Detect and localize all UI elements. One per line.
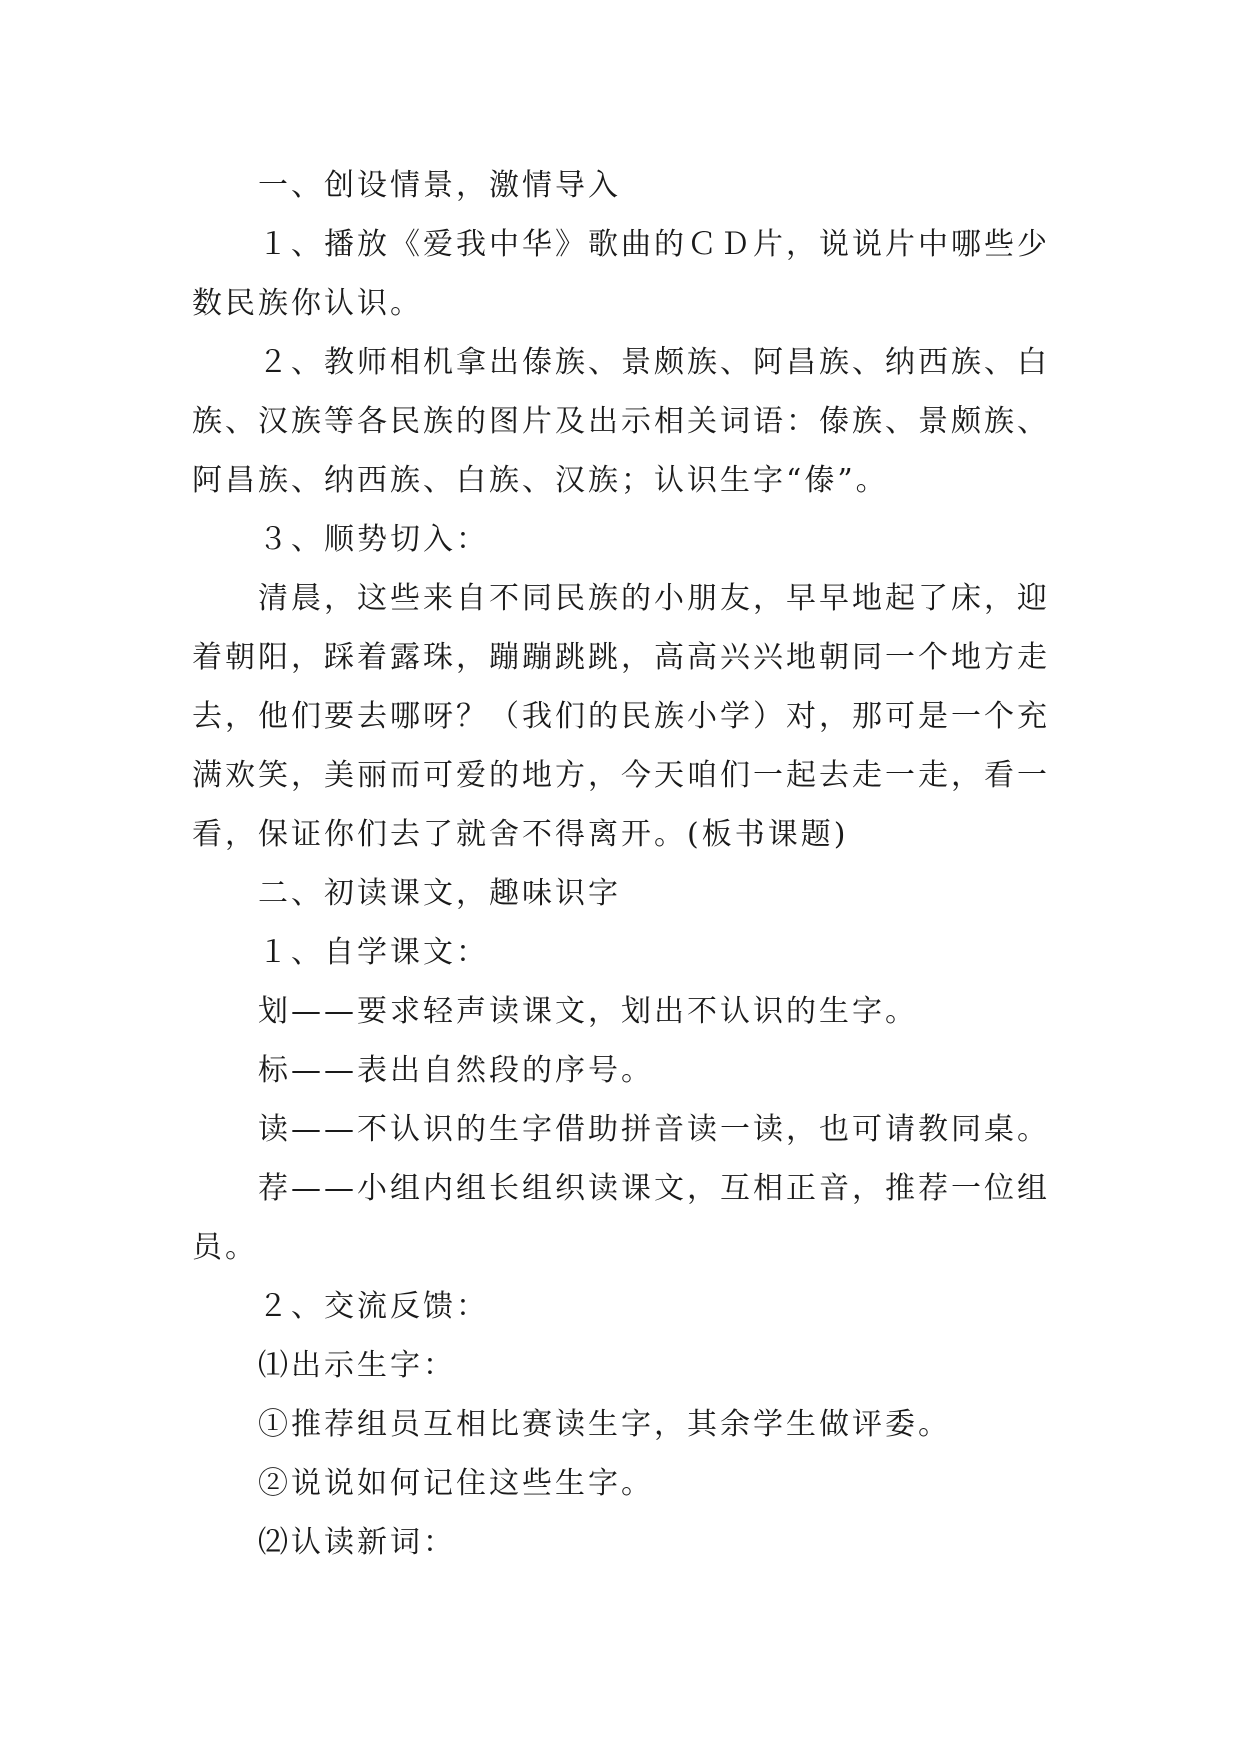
- paragraph-line: ①推荐组员互相比赛读生字，其余学生做评委。: [258, 1407, 951, 1442]
- paragraph-line: 划——要求轻声读课文，划出不认识的生字。: [258, 994, 918, 1029]
- paragraph-line: １、播放《爱我中华》歌曲的ＣＤ片，说说片中哪些少: [258, 227, 1050, 262]
- paragraph-line: ２、交流反馈：: [258, 1289, 489, 1324]
- paragraph-line: 清晨，这些来自不同民族的小朋友，早早地起了床，迎: [258, 581, 1050, 616]
- document-body: [192, 156, 1072, 1572]
- paragraph-line: 满欢笑，美丽而可爱的地方，今天咱们一起去走一走，看一: [192, 758, 1050, 793]
- paragraph-line: ２、教师相机拿出傣族、景颇族、阿昌族、纳西族、白: [258, 345, 1050, 380]
- paragraph-line: ②说说如何记住这些生字。: [258, 1466, 654, 1501]
- paragraph-line: 着朝阳，踩着露珠，蹦蹦跳跳，高高兴兴地朝同一个地方走: [192, 640, 1050, 675]
- paragraph-line: １、自学课文：: [258, 935, 489, 970]
- paragraph-line: 看，保证你们去了就舍不得离开。(板书课题): [192, 817, 849, 852]
- paragraph-line: 标——表出自然段的序号。: [258, 1053, 654, 1088]
- paragraph-line: 荐——小组内组长组织读课文，互相正音，推荐一位组: [258, 1171, 1050, 1206]
- paragraph-line: 数民族你认识。: [192, 286, 423, 321]
- paragraph-line: 读——不认识的生字借助拼音读一读，也可请教同桌。: [258, 1112, 1050, 1147]
- paragraph-line: 阿昌族、纳西族、白族、汉族；认识生字“傣”。: [192, 463, 889, 498]
- section-heading-2: 二、初读课文，趣味识字: [258, 876, 621, 911]
- paragraph-line: ３、顺势切入：: [258, 522, 489, 557]
- paragraph-line: 族、汉族等各民族的图片及出示相关词语：傣族、景颇族、: [192, 404, 1050, 439]
- paragraph-line: ⑴出示生字：: [258, 1348, 456, 1383]
- paragraph-line: 员。: [192, 1230, 258, 1265]
- section-heading-1: 一、创设情景，激情导入: [258, 168, 621, 203]
- paragraph-line: ⑵认读新词：: [258, 1525, 456, 1560]
- paragraph-line: 去，他们要去哪呀？（我们的民族小学）对，那可是一个充: [192, 699, 1050, 734]
